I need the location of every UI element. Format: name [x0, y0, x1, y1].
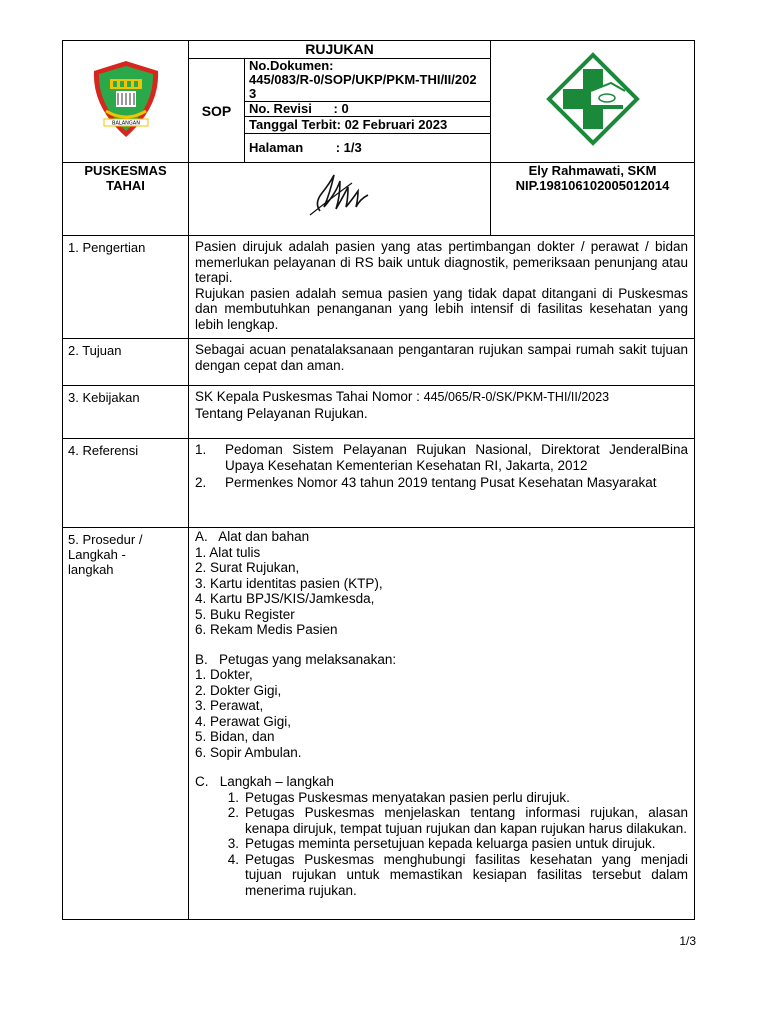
puskesmas-logo-icon: [545, 51, 641, 147]
section-label-prosedur: [63, 528, 189, 920]
tool-item: 4. Kartu BPJS/KIS/Jamkesda,: [195, 591, 375, 606]
kebijakan-sk-number: 445/065/R-0/SK/PKM-THI/II/2023: [423, 390, 610, 404]
reference-text: Pedoman Sistem Pelayanan Rujukan Nasional, Direktorat JenderalBina Upaya Kesehatan Kementerian Kesehatan RI, Jakarta, 2012: [225, 442, 688, 473]
staff-item: 1. Dokter,: [195, 667, 253, 682]
step-number: 4.: [227, 851, 239, 867]
subsection-c-title: C. Langkah – langkah: [195, 774, 334, 789]
doc-number-value: 445/083/R-0/SOP/UKP/PKM-THI/II/2023: [249, 72, 477, 101]
revision-row: No. Revisi : 0: [245, 102, 490, 117]
doc-number-label: No.Dokumen:: [249, 58, 334, 73]
step-text: Petugas Puskesmas menjelaskan tentang informasi rujukan, alasan kenapa dirujuk, tempat tujuan rujukan dan kapan rujukan harus dilakukan.: [245, 805, 688, 836]
section-label-tujuan: 2. Tujuan: [63, 339, 189, 386]
document-meta: [245, 59, 490, 162]
official-name: Ely Rahmawati, SKM: [528, 163, 657, 178]
page-number: 1/3: [679, 934, 696, 948]
section-label-referensi: 4. Referensi: [63, 439, 189, 528]
official-nip: NIP.198106102005012014: [515, 178, 670, 193]
section-content-kebijakan: [189, 386, 695, 439]
section-label-kebijakan: 3. Kebijakan: [63, 386, 189, 439]
issue-date-row: Tanggal Terbit: 02 Februari 2023: [245, 117, 490, 134]
kebijakan-text-c: Tentang Pelayanan Rujukan.: [195, 405, 368, 421]
step-text: Petugas meminta persetujuan kepada keluarga pasien untuk dirujuk.: [245, 836, 656, 851]
signature-cell: [189, 163, 491, 236]
tool-item: 5. Buku Register: [195, 606, 295, 622]
pengertian-paragraph-2: Rujukan pasien adalah semua pasien yang tidak dapat ditangani di Puskesmas dan membutuhkan penanganan yang lebih intensif di fasilitas kesehatan yang lebih lengkap.: [195, 285, 688, 332]
sop-document: [62, 40, 694, 928]
section-label-pengertian: 1. Pengertian: [63, 236, 189, 339]
prosedur-label-line2: Langkah -: [68, 547, 126, 562]
subsection-b-title: B. Petugas yang melaksanakan:: [195, 651, 397, 667]
left-logo-cell: [63, 41, 189, 163]
step-item: [215, 790, 688, 806]
step-item: [215, 836, 688, 852]
header-info-cell: [189, 41, 491, 163]
org-name-line2: TAHAI: [106, 178, 145, 193]
pengertian-paragraph-1: Pasien dirujuk adalah pasien yang atas pertimbangan dokter / perawat / bidan memerlukan pelayanan di RS baik untuk diagnostik, pemeriksaan penunjang atau terapi.: [195, 239, 688, 285]
tujuan-text: Sebagai acuan penatalaksanaan pengantaran rujukan sampai rumah sakit tujuan dengan cepat dan aman.: [195, 342, 688, 373]
regional-seal-icon: [86, 57, 166, 141]
step-number: 3.: [227, 836, 239, 851]
step-text: Petugas Puskesmas menghubungi fasilitas kesehatan yang menjadi tujuan rujukan untuk memastikan kesiapan fasilitas tersebut dalam menerima rujukan.: [245, 851, 688, 898]
staff-item: 2. Dokter Gigi,: [195, 682, 282, 698]
staff-item: 5. Bidan, dan: [195, 729, 275, 744]
reference-number: 1.: [195, 442, 207, 457]
reference-text: Permenkes Nomor 43 tahun 2019 tentang Pusat Kesehatan Masyarakat: [225, 475, 657, 490]
staff-item: 6. Sopir Ambulan.: [195, 744, 302, 760]
tool-item: 2. Surat Rujukan,: [195, 560, 300, 575]
step-item: [215, 805, 688, 836]
right-logo-cell: [491, 41, 695, 163]
tool-item: 6. Rekam Medis Pasien: [195, 622, 338, 637]
document-title: RUJUKAN: [189, 41, 490, 59]
step-number: 2.: [227, 805, 239, 820]
reference-number: 2.: [195, 475, 207, 490]
reference-item: [195, 442, 688, 473]
doc-number-row: [245, 59, 490, 102]
org-name-line1: PUSKESMAS: [84, 163, 167, 178]
seal-banner-text: BALANGAN: [111, 120, 140, 127]
organization-cell: [63, 163, 189, 236]
step-text: Petugas Puskesmas menyatakan pasien perlu dirujuk.: [245, 789, 570, 805]
section-content-pengertian: [189, 236, 695, 339]
official-cell: [491, 163, 695, 236]
staff-item: 3. Perawat,: [195, 698, 264, 713]
section-content-prosedur: [189, 528, 695, 920]
page-row: Halaman : 1/3: [249, 140, 362, 155]
step-item: [215, 852, 688, 899]
kebijakan-text-a: SK Kepala Puskesmas Tahai Nomor :: [195, 389, 424, 404]
section-content-tujuan: [189, 339, 695, 386]
prosedur-label-line1: 5. Prosedur /: [68, 532, 143, 547]
signature-icon: [300, 163, 380, 223]
sop-table: [62, 40, 695, 920]
subsection-a-title: A. Alat dan bahan: [195, 529, 310, 544]
kebijakan-text: [195, 389, 688, 406]
tool-item: 3. Kartu identitas pasien (KTP),: [195, 575, 383, 591]
step-number: 1.: [227, 789, 239, 805]
sop-label: SOP: [189, 59, 245, 162]
prosedur-label-line3: langkah: [68, 562, 114, 577]
section-content-referensi: [189, 439, 695, 528]
reference-item: [195, 475, 688, 491]
staff-item: 4. Perawat Gigi,: [195, 713, 292, 729]
tool-item: 1. Alat tulis: [195, 544, 261, 560]
